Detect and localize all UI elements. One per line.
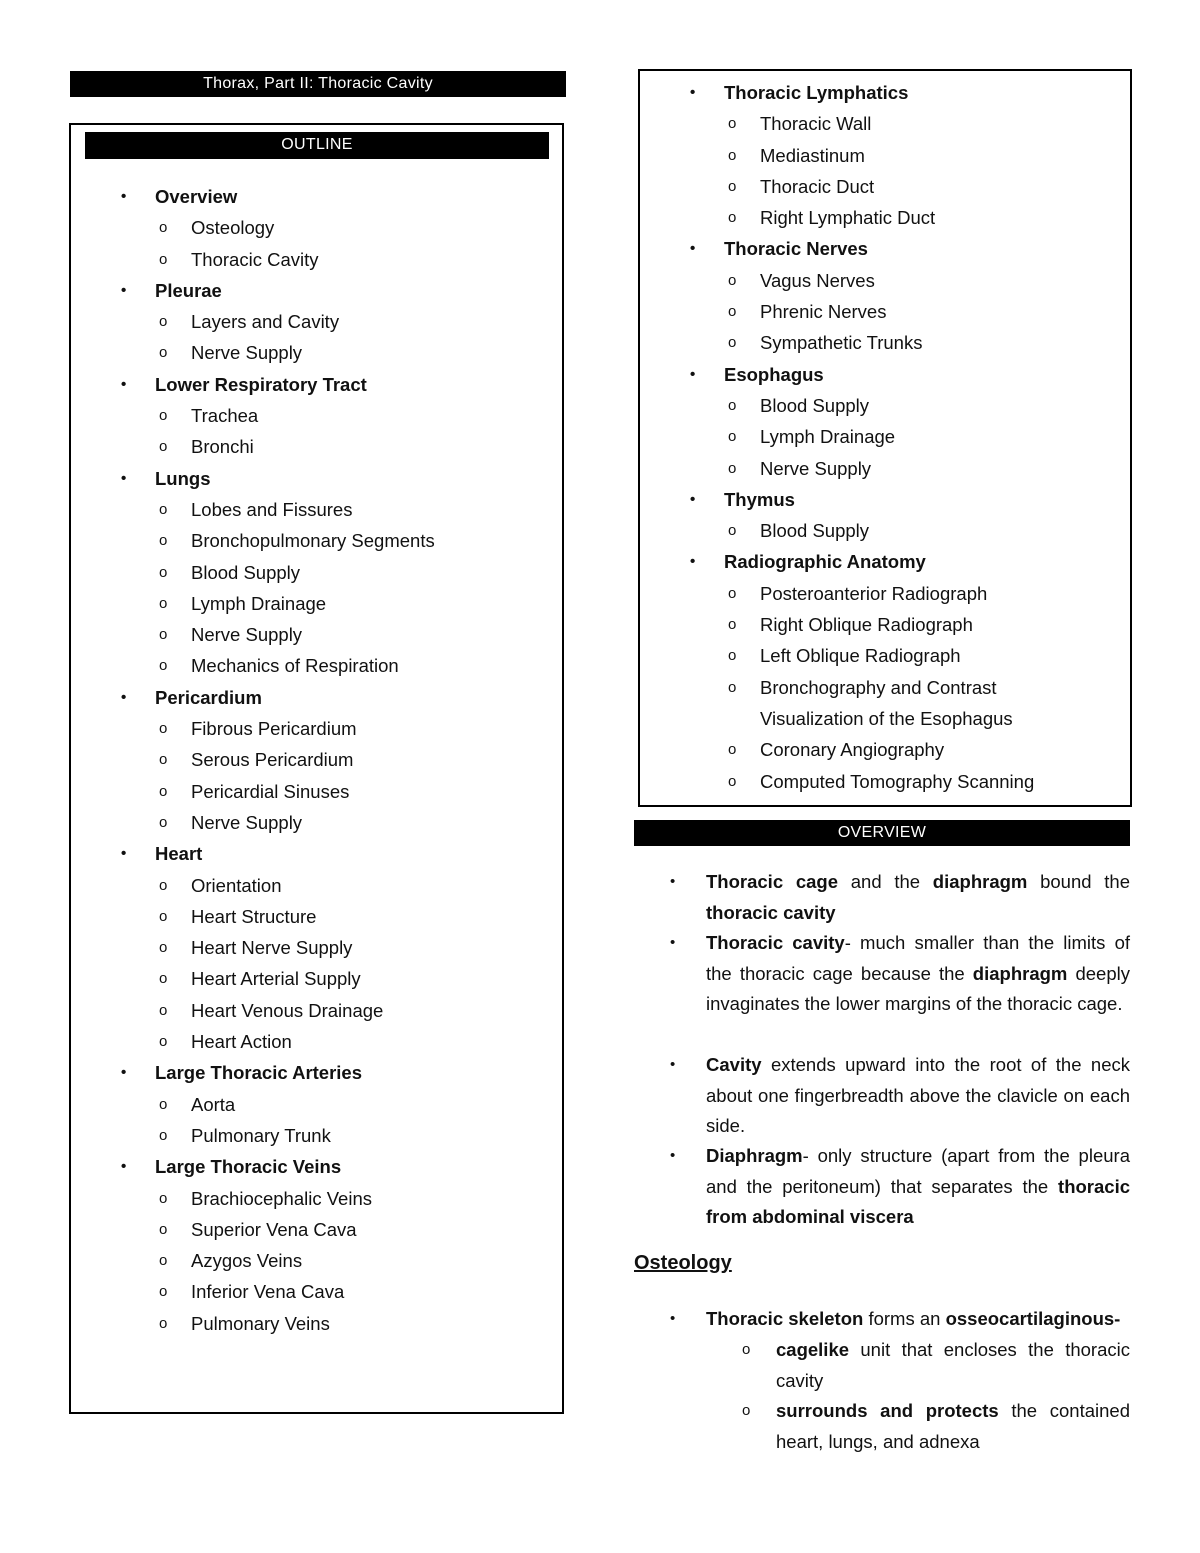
sub-bullet-icon: o bbox=[159, 1220, 168, 1238]
outline-item-label: Pulmonary Veins bbox=[191, 1312, 330, 1334]
outline-item bbox=[155, 494, 555, 525]
sub-bullet-icon: o bbox=[159, 532, 168, 550]
outline-item bbox=[155, 619, 555, 650]
outline-item bbox=[155, 870, 555, 901]
overview-title: OVERVIEW bbox=[634, 820, 1130, 846]
outline-item bbox=[155, 901, 555, 932]
outline-item bbox=[724, 202, 1104, 233]
bullet-icon: • bbox=[690, 490, 696, 508]
outline-item-label: Phrenic Nerves bbox=[760, 301, 887, 323]
outline-item bbox=[724, 171, 1104, 202]
bullet-icon: • bbox=[690, 553, 696, 571]
sub-bullet-icon: o bbox=[728, 146, 737, 164]
outline-item-label: Lobes and Fissures bbox=[191, 498, 353, 520]
outline-item bbox=[155, 1026, 555, 1057]
outline-item bbox=[724, 515, 1104, 546]
outline-item-label: Blood Supply bbox=[760, 520, 870, 542]
outline-section bbox=[121, 1151, 555, 1182]
outline-item bbox=[155, 1120, 555, 1151]
sub-bullet-icon: o bbox=[159, 1001, 168, 1019]
outline-item bbox=[155, 776, 555, 807]
bullet-icon: • bbox=[690, 84, 696, 101]
sub-bullet-icon: o bbox=[159, 782, 168, 800]
sub-bullet-icon: o bbox=[159, 219, 168, 237]
outline-list-right bbox=[690, 77, 1104, 797]
outline-item bbox=[155, 212, 555, 243]
sub-bullet-icon: o bbox=[159, 813, 168, 831]
outline-item bbox=[155, 588, 555, 619]
outline-item-label: Blood Supply bbox=[760, 394, 870, 416]
sub-bullet-icon: o bbox=[728, 115, 737, 133]
outline-section-label: Pleurae bbox=[155, 279, 222, 301]
sub-bullet-icon: o bbox=[159, 1095, 168, 1113]
outline-item-label: Serous Pericardium bbox=[191, 749, 354, 771]
outline-item bbox=[724, 672, 1104, 735]
outline-item bbox=[155, 995, 555, 1026]
outline-item-label: Bronchopulmonary Segments bbox=[191, 530, 435, 552]
outline-section bbox=[690, 546, 1104, 577]
osteology-heading: Osteology bbox=[634, 1252, 732, 1274]
outline-section-label: Thymus bbox=[724, 488, 795, 510]
outline-section bbox=[121, 463, 555, 494]
outline-item-label: Nerve Supply bbox=[191, 624, 303, 646]
sub-bullet-icon: o bbox=[728, 741, 737, 759]
outline-item-label: Thoracic Wall bbox=[760, 113, 872, 135]
outline-item-label: Nerve Supply bbox=[191, 811, 303, 833]
sub-bullet-icon: o bbox=[159, 594, 168, 612]
outline-item bbox=[724, 734, 1104, 765]
sub-bullet-icon: o bbox=[728, 396, 737, 414]
sub-bullet-icon: o bbox=[159, 438, 168, 456]
outline-item-label: Bronchography and Contrast Visualization of the Esophagus bbox=[760, 676, 1013, 729]
outline-item bbox=[724, 296, 1104, 327]
outline-section-label: Large Thoracic Veins bbox=[155, 1156, 342, 1178]
sub-bullet-icon: o bbox=[159, 626, 168, 644]
outline-item-label: Heart Nerve Supply bbox=[191, 937, 353, 959]
sub-bullet-icon: o bbox=[728, 772, 737, 790]
outline-section-label: Pericardium bbox=[155, 686, 262, 708]
outline-item-label: Pericardial Sinuses bbox=[191, 780, 350, 802]
outline-item-label: Coronary Angiography bbox=[760, 739, 945, 761]
sub-bullet-icon: o bbox=[728, 177, 737, 195]
sub-bullet-icon: o bbox=[159, 939, 168, 957]
outline-item bbox=[724, 578, 1104, 609]
sub-bullet-icon: o bbox=[728, 209, 737, 227]
sub-bullet-icon: o bbox=[728, 616, 737, 634]
outline-section-label: Thoracic Lymphatics bbox=[724, 82, 909, 103]
outline-section bbox=[690, 233, 1104, 264]
outline-section-label: Heart bbox=[155, 843, 203, 865]
outline-item-label: Lymph Drainage bbox=[760, 426, 896, 448]
outline-item-label: Azygos Veins bbox=[191, 1250, 303, 1272]
sub-bullet-icon: o bbox=[728, 459, 737, 477]
outline-section bbox=[121, 838, 555, 869]
sub-bullet-icon: o bbox=[728, 522, 737, 540]
outline-item bbox=[724, 140, 1104, 171]
outline-section-label: Esophagus bbox=[724, 363, 824, 385]
outline-item-label: Thoracic Cavity bbox=[191, 248, 319, 270]
bullet-icon: • bbox=[121, 1064, 127, 1082]
outline-item-label: Pulmonary Trunk bbox=[191, 1124, 331, 1146]
outline-item-label: Mediastinum bbox=[760, 144, 865, 166]
outline-item-label: Right Lymphatic Duct bbox=[760, 207, 936, 229]
outline-item bbox=[724, 108, 1104, 139]
outline-item-label: Computed Tomography Scanning bbox=[760, 770, 1035, 792]
osteology-subitem-1: o cagelike unit that encloses the thoracic cavity bbox=[776, 1335, 1130, 1396]
sub-bullet-icon: o bbox=[159, 407, 168, 425]
outline-item-label: Posteroanterior Radiograph bbox=[760, 582, 988, 604]
outline-item-label: Mechanics of Respiration bbox=[191, 655, 399, 677]
outline-item bbox=[724, 609, 1104, 640]
outline-item bbox=[155, 1276, 555, 1307]
bullet-icon: • bbox=[690, 365, 696, 383]
sub-bullet-icon: o bbox=[159, 907, 168, 925]
bullet-icon: • bbox=[121, 281, 127, 299]
overview-paragraph-4: • Diaphragm- only structure (apart from the pleura and the peritoneum) that separates the thoracic from abdominal viscera bbox=[706, 1141, 1130, 1233]
outline-item-label: Layers and Cavity bbox=[191, 311, 340, 333]
bullet-icon: • bbox=[121, 1158, 127, 1176]
term: Thoracic cage bbox=[706, 871, 839, 892]
outline-item-label: Osteology bbox=[191, 217, 275, 239]
outline-item-label: Blood Supply bbox=[191, 561, 301, 583]
outline-item bbox=[155, 1214, 555, 1245]
sub-bullet-icon: o bbox=[742, 1402, 751, 1419]
outline-section bbox=[690, 484, 1104, 515]
outline-item bbox=[155, 306, 555, 337]
outline-item-label: Vagus Nerves bbox=[760, 269, 875, 291]
sub-bullet-icon: o bbox=[159, 657, 168, 675]
outline-item bbox=[155, 1245, 555, 1276]
outline-section-label: Large Thoracic Arteries bbox=[155, 1062, 363, 1084]
outline-section bbox=[121, 369, 555, 400]
sub-bullet-icon: o bbox=[159, 1314, 168, 1332]
outline-item bbox=[155, 650, 555, 681]
bullet-icon: • bbox=[690, 240, 696, 258]
outline-item-label: Right Oblique Radiograph bbox=[760, 614, 973, 636]
outline-item-label: Heart Structure bbox=[191, 905, 317, 927]
outline-item-label: Heart Venous Drainage bbox=[191, 999, 384, 1021]
sub-bullet-icon: o bbox=[159, 1033, 168, 1051]
overview-paragraph-1: • Thoracic cage and the diaphragm bound the thoracic cavity bbox=[706, 867, 1130, 928]
outline-section-label: Lungs bbox=[155, 467, 211, 489]
outline-section bbox=[690, 359, 1104, 390]
bullet-icon: • bbox=[670, 1056, 676, 1073]
outline-item-label: Nerve Supply bbox=[191, 342, 303, 364]
sub-bullet-icon: o bbox=[728, 303, 737, 321]
bullet-icon: • bbox=[121, 188, 127, 205]
sub-bullet-icon: o bbox=[728, 584, 737, 602]
outline-item-label: Thoracic Duct bbox=[760, 175, 875, 197]
sub-bullet-icon: o bbox=[742, 1341, 751, 1358]
outline-item bbox=[155, 400, 555, 431]
sub-bullet-icon: o bbox=[159, 1252, 168, 1270]
outline-item-label: Bronchi bbox=[191, 436, 254, 458]
sub-bullet-icon: o bbox=[728, 678, 737, 696]
sub-bullet-icon: o bbox=[159, 751, 168, 769]
outline-section-label: Lower Respiratory Tract bbox=[155, 373, 367, 395]
outline-section bbox=[121, 682, 555, 713]
sub-bullet-icon: o bbox=[159, 313, 168, 331]
outline-item-label: Orientation bbox=[191, 874, 282, 896]
outline-item-label: Inferior Vena Cava bbox=[191, 1281, 345, 1303]
outline-item bbox=[155, 1308, 555, 1339]
outline-item-label: Trachea bbox=[191, 405, 259, 427]
osteology-subitem-2: o surrounds and protects the contained heart, lungs, and adnexa bbox=[776, 1396, 1130, 1457]
outline-section-label: Radiographic Anatomy bbox=[724, 551, 926, 573]
outline-item-label: Nerve Supply bbox=[760, 457, 872, 479]
outline-item bbox=[155, 337, 555, 368]
sub-bullet-icon: o bbox=[159, 720, 168, 738]
sub-bullet-icon: o bbox=[159, 1189, 168, 1207]
outline-item-label: Heart Arterial Supply bbox=[191, 968, 361, 990]
outline-item bbox=[155, 744, 555, 775]
term: Thoracic cavity bbox=[706, 932, 845, 953]
outline-item bbox=[155, 244, 555, 275]
osteology-paragraph: • Thoracic skeleton forms an osseocartilaginous- bbox=[706, 1304, 1130, 1335]
outline-title: OUTLINE bbox=[85, 132, 549, 159]
outline-item-label: Sympathetic Trunks bbox=[760, 332, 923, 354]
outline-item bbox=[155, 963, 555, 994]
outline-item bbox=[724, 453, 1104, 484]
bullet-icon: • bbox=[121, 469, 127, 487]
outline-item bbox=[155, 713, 555, 744]
sub-bullet-icon: o bbox=[728, 271, 737, 289]
outline-item bbox=[724, 766, 1104, 797]
bullet-icon: • bbox=[121, 375, 127, 393]
outline-item bbox=[155, 807, 555, 838]
outline-item bbox=[724, 640, 1104, 671]
overview-paragraph-2: • Thoracic cavity- much smaller than the limits of the thoracic cage because the diaphragm deeply invaginates the lower margins of the thoracic cage. bbox=[706, 928, 1130, 1020]
outline-item bbox=[155, 1089, 555, 1120]
sub-bullet-icon: o bbox=[159, 1283, 168, 1301]
bullet-icon: • bbox=[670, 873, 676, 890]
outline-item bbox=[724, 421, 1104, 452]
outline-item bbox=[155, 431, 555, 462]
sub-bullet-icon: o bbox=[159, 876, 168, 894]
term: Diaphragm bbox=[706, 1145, 803, 1166]
outline-item-label: Lymph Drainage bbox=[191, 592, 327, 614]
outline-section bbox=[121, 275, 555, 306]
outline-item bbox=[724, 327, 1104, 358]
outline-section-label: Overview bbox=[155, 186, 238, 207]
outline-item-label: Aorta bbox=[191, 1093, 236, 1115]
sub-bullet-icon: o bbox=[728, 647, 737, 665]
sub-bullet-icon: o bbox=[159, 250, 168, 268]
outline-item-label: Left Oblique Radiograph bbox=[760, 645, 961, 667]
overview-paragraph-3: • Cavity extends upward into the root of the neck about one fingerbreadth above the clavicle on each side. bbox=[706, 1050, 1130, 1142]
bullet-icon: • bbox=[670, 934, 676, 951]
bullet-icon: • bbox=[121, 845, 127, 863]
term: Cavity bbox=[706, 1054, 762, 1075]
sub-bullet-icon: o bbox=[159, 344, 168, 362]
outline-item-label: Superior Vena Cava bbox=[191, 1218, 357, 1240]
sub-bullet-icon: o bbox=[728, 428, 737, 446]
sub-bullet-icon: o bbox=[159, 563, 168, 581]
outline-item bbox=[724, 390, 1104, 421]
outline-item-label: Brachiocephalic Veins bbox=[191, 1187, 372, 1209]
sub-bullet-icon: o bbox=[159, 1126, 168, 1144]
bullet-icon: • bbox=[670, 1147, 676, 1164]
outline-item bbox=[155, 932, 555, 963]
outline-item-label: Heart Action bbox=[191, 1031, 292, 1053]
outline-section bbox=[121, 181, 555, 212]
outline-item bbox=[155, 525, 555, 556]
sub-bullet-icon: o bbox=[159, 970, 168, 988]
outline-item bbox=[155, 557, 555, 588]
outline-section bbox=[121, 1057, 555, 1088]
sub-bullet-icon: o bbox=[728, 334, 737, 352]
page-title: Thorax, Part II: Thoracic Cavity bbox=[70, 71, 566, 97]
bullet-icon: • bbox=[670, 1310, 676, 1327]
outline-list-left bbox=[121, 181, 555, 1339]
outline-section bbox=[690, 77, 1104, 108]
outline-section-label: Thoracic Nerves bbox=[724, 238, 868, 260]
outline-item bbox=[155, 1183, 555, 1214]
sub-bullet-icon: o bbox=[159, 500, 168, 518]
outline-item-label: Fibrous Pericardium bbox=[191, 718, 357, 740]
bullet-icon: • bbox=[121, 688, 127, 706]
outline-item bbox=[724, 265, 1104, 296]
